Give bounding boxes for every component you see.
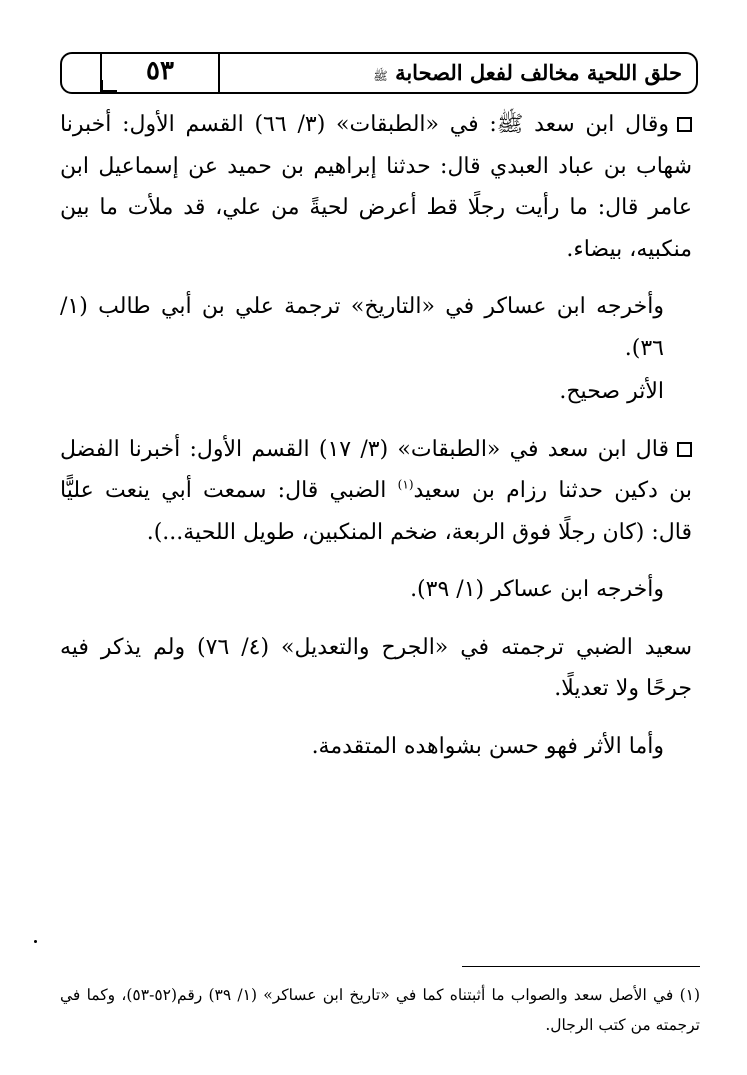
paragraph-verdict-1 xyxy=(60,371,692,413)
footnote-reference[interactable]: (١) xyxy=(397,477,414,492)
page-number: ٥٣ xyxy=(146,56,174,86)
paragraph-verdict-2 xyxy=(60,726,692,768)
footnote-body: في الأصل سعد والصواب ما أثبتناه كما في «تاريخ ابن عساكر» (١/ ٣٩) رقم(٥٢-٥٣)، وكما في ترجمته من كتب الرجال. xyxy=(60,986,700,1034)
page-header xyxy=(60,52,698,94)
footnote-divider xyxy=(462,966,700,967)
footnote-mark: (١) xyxy=(679,986,701,1004)
checkbox-square-icon xyxy=(677,442,692,457)
paragraph-text: الأثر صحيح. xyxy=(559,379,664,404)
page-number-ornament xyxy=(100,80,117,93)
paragraph-text: وأما الأثر فهو حسن بشواهده المتقدمة. xyxy=(311,733,664,759)
footnote xyxy=(60,980,700,1040)
paragraph-text: الضبي قال: سمعت أبي ينعت عليًّا قال: (كان رجلًا فوق الربعة، ضخم المنكبين، طويل اللحية...). xyxy=(60,478,692,545)
checkbox-square-icon xyxy=(677,117,692,132)
running-title xyxy=(371,60,682,86)
main-text xyxy=(60,104,692,767)
page-number-box xyxy=(100,52,220,94)
paragraph-ibn-saad-1 xyxy=(60,104,692,270)
paragraph-text: وأخرجه ابن عساكر في «التاريخ» ترجمة علي بن أبي طالب (١/ ٣٦). xyxy=(60,294,664,361)
paragraph-narrator-note xyxy=(60,627,692,710)
paragraph-ibn-saad-2 xyxy=(60,429,692,554)
paragraph-text: وقال ابن سعد ﷺ: في «الطبقات» (٣/ ٦٦) القسم الأول: أخبرنا شهاب بن عباد العبدي قال: حدثنا إبراهيم بن حميد عن إسماعيل ابن عامر قال: ما رأيت رجلًا قط أعرض لحيةً من علي، قد ملأت ما بين منكبيه، بيضاء. xyxy=(60,112,692,262)
paragraph-text: وأخرجه ابن عساكر (١/ ٣٩). xyxy=(410,577,664,602)
margin-speck xyxy=(34,940,37,943)
footnote-text xyxy=(60,980,700,1040)
paragraph-ibn-asakir-1 xyxy=(60,286,692,369)
honorific-glyph: ﷺ xyxy=(373,69,388,83)
running-title-text: حلق اللحية مخالف لفعل الصحابة xyxy=(395,60,682,85)
paragraph-text: قال ابن سعد في «الطبقات» (٣/ ١٧) القسم الأول: أخبرنا الفضل بن دكين حدثنا رزام بن سعيد xyxy=(60,436,692,503)
paragraph-text: سعيد الضبي ترجمته في «الجرح والتعديل» (٤/ ٧٦) ولم يذكر فيه جرحًا ولا تعديلًا. xyxy=(60,634,693,701)
paragraph-ibn-asakir-2 xyxy=(60,569,692,611)
